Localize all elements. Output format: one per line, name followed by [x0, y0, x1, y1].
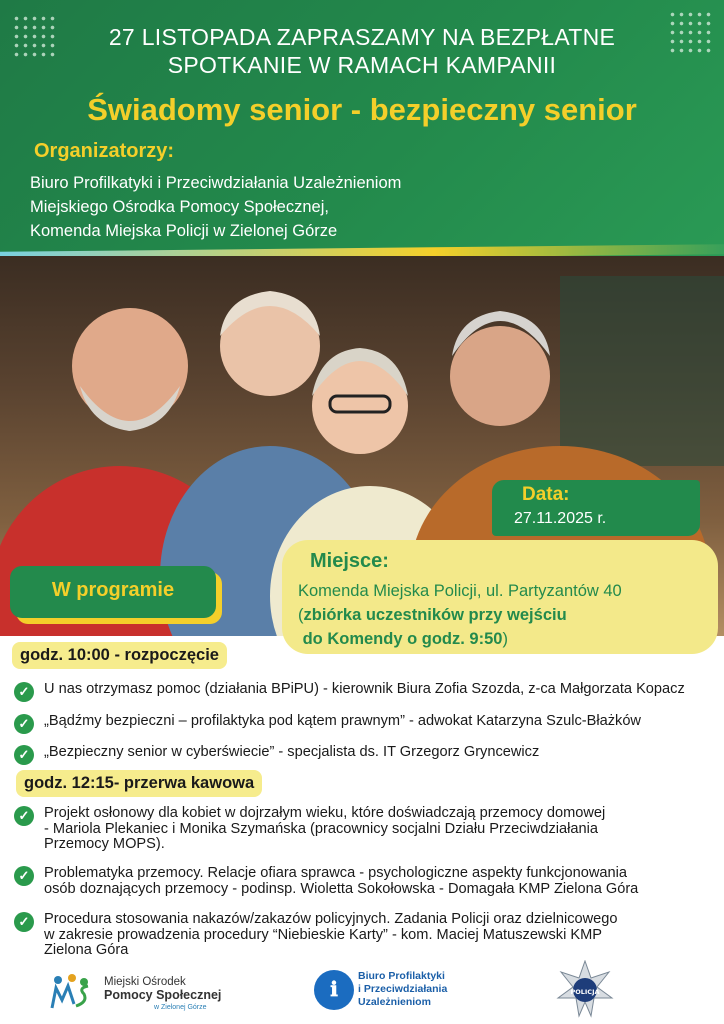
svg-text:POLICJA: POLICJA — [570, 988, 600, 996]
organizer-line: Komenda Miejska Policji w Zielonej Górze — [30, 222, 338, 240]
place-address: Komenda Miejska Policji, ul. Partyzantów 40 — [298, 582, 622, 600]
invitation-line-2: SPOTKANIE W RAMACH KAMPANII — [167, 52, 557, 78]
bip-logo-text: Biuro Profilaktyki — [358, 970, 445, 982]
campaign-title: Świadomy senior - bezpieczny senior — [87, 92, 637, 127]
date-label: Data: — [522, 484, 570, 505]
session-time: godz. 12:15- przerwa kawowa — [16, 770, 262, 797]
program-box — [10, 566, 216, 618]
place-box — [282, 540, 718, 654]
footer-logos — [0, 956, 724, 1024]
checkmark-icon: ✓ — [14, 806, 34, 826]
bip-logo-text: i Przeciwdziałania — [358, 983, 448, 995]
place-note-1: (zbiórka uczestników przy wejściu — [298, 606, 567, 624]
list-item: ✓ Projekt osłonowy dla kobiet w dojrzałym wieku, które doświadczają przemocy domowej - Mariola Plekaniec i Monika Szymańska (pracownicy socjalni Działu Przeciwdziałania Przemocy MOPS). — [14, 806, 710, 853]
checkmark-icon: ✓ — [14, 745, 34, 765]
list-item: ✓ „Bezpieczny senior w cyberświecie” - specjalista ds. IT Grzegorz Gryncewicz — [14, 745, 710, 765]
mops-logo-text: Miejski Ośrodek — [104, 976, 186, 988]
bip-logo-icon: ℹ — [314, 970, 354, 1010]
invitation-line-1: 27 LISTOPADA ZAPRASZAMY NA BEZPŁATNE — [108, 24, 616, 50]
bip-logo-text: Uzależnieniom — [358, 996, 431, 1008]
header-banner — [0, 0, 724, 262]
organizers-heading: Organizatorzy: — [34, 140, 175, 162]
session-time: godz. 10:00 - rozpoczęcie — [12, 642, 227, 669]
checkmark-icon: ✓ — [14, 714, 34, 734]
mops-logo-icon — [48, 974, 94, 1010]
organizer-line: Miejskiego Ośrodka Pomocy Społecznej, — [30, 198, 329, 216]
place-label: Miejsce: — [310, 550, 389, 572]
date-box — [492, 480, 700, 536]
police-star-logo-icon — [556, 960, 614, 1018]
list-item: ✓ U nas otrzymasz pomoc (działania BPiPU) - kierownik Biura Zofia Szozda, z-ca Małgorzata Kopacz — [14, 682, 710, 702]
organizer-line: Biuro Profilkatyki i Przeciwdziałania Uzależnieniom — [30, 174, 402, 192]
date-value: 27.11.2025 r. — [514, 510, 607, 527]
mops-logo-text: w Zielonej Górze — [154, 1004, 207, 1011]
decorative-dots — [668, 10, 712, 54]
program-label: W programie — [51, 579, 175, 601]
checkmark-icon: ✓ — [14, 912, 34, 932]
list-item: ✓ Procedura stosowania nakazów/zakazów policyjnych. Zadania Policji oraz dzielnicowego w zakresie prowadzenia procedury “Niebieskie Karty” - kom. Maciej Matuszewski KMP Zielona Góra — [14, 912, 710, 959]
checkmark-icon: ✓ — [14, 682, 34, 702]
decorative-dots — [12, 14, 56, 58]
checkmark-icon: ✓ — [14, 866, 34, 886]
place-note-2: do Komendy o godz. 9:50) — [302, 630, 508, 648]
mops-logo-text: Pomocy Społecznej — [104, 988, 222, 1002]
list-item: ✓ Problematyka przemocy. Relacje ofiara sprawca - psychologiczne aspekty funkcjonowania osób doznających przemocy - podinsp. Wioletta Sokołowska - Domagała KMP Zielona Góra — [14, 866, 710, 897]
list-item: ✓ „Bądźmy bezpieczni – profilaktyka pod kątem prawnym” - adwokat Katarzyna Szulc-Błażków — [14, 714, 710, 734]
